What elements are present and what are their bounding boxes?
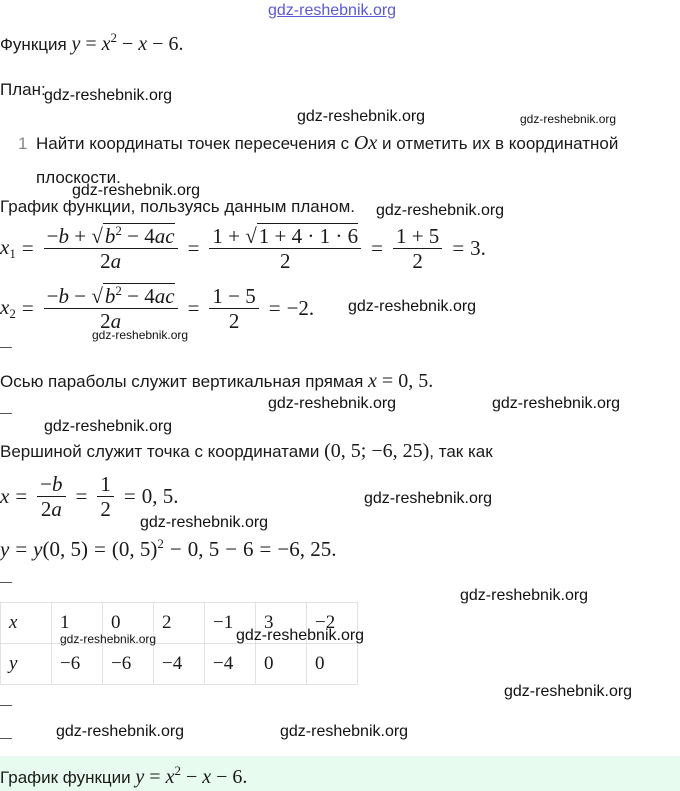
watermark: gdz-reshebnik.org	[44, 418, 173, 435]
separator-dash	[0, 582, 12, 583]
axis-line: Осью параболы служит вертикальная прямая x = 0, 5.	[0, 370, 434, 392]
formula-x2: $x_2$ = $\frac{-b - √b^2 - 4ac}{2a}$ = $\frac{1 - 5}{2}$ = −2.	[0, 283, 315, 334]
step-number: 1	[18, 134, 28, 153]
watermark: gdz-reshebnik.org	[376, 202, 505, 219]
watermark: gdz-reshebnik.org	[72, 182, 201, 199]
watermark: gdz-reshebnik.org	[56, 723, 185, 740]
watermark: gdz-reshebnik.org	[60, 632, 157, 646]
watermark: gdz-reshebnik.org	[44, 87, 173, 104]
separator-dash	[0, 347, 12, 348]
watermark: gdz-reshebnik.org	[460, 587, 589, 604]
function-formula: $y = x^2 - x - 6$.	[71, 30, 184, 55]
final-line: График функции $y = x^2 - x - 6$.	[0, 763, 248, 788]
step-var: Ox	[353, 132, 378, 154]
formula-vertex-x: x = $\frac{-b}{2a}$ = $\frac{1}{2}$ = 0, 5.	[0, 472, 179, 522]
table-row: y −6 −6 −4 −4 0 0	[1, 644, 358, 685]
watermark: gdz-reshebnik.org	[520, 112, 617, 126]
formula-vertex-y: y = y (0, 5) = (0, 5)$^2$ − 0, 5 − 6 = −6, 25.	[0, 536, 337, 561]
watermark: gdz-reshebnik.org	[492, 395, 621, 412]
separator-dash	[0, 705, 12, 706]
separator-dash	[0, 413, 12, 414]
watermark: gdz-reshebnik.org	[348, 298, 477, 315]
watermark-top[interactable]: gdz-reshebnik.org	[268, 2, 397, 19]
watermark: gdz-reshebnik.org	[268, 395, 397, 412]
watermark: gdz-reshebnik.org	[504, 683, 633, 700]
plan-label: План:	[0, 80, 46, 99]
function-line	[0, 30, 183, 56]
step-text: Найти координаты точек пересечения с Ox и отметить их в координатной	[36, 132, 619, 154]
step-text-cont: плоскости.	[36, 168, 121, 187]
table-row: x 1 0 2 −1 3 −2	[1, 603, 358, 644]
watermark: gdz-reshebnik.org	[280, 723, 409, 740]
separator-dash	[0, 738, 12, 739]
watermark: gdz-reshebnik.org	[92, 328, 189, 342]
formula-x1: $x_1$ = $\frac{-b + √b^2 - 4ac}{2a}$ = $\frac{1 + √1 + 4 \cdot 1 \cdot 6}{2}$ = $\frac{1 + 5}{2}$ = 3.	[0, 223, 486, 274]
watermark: gdz-reshebnik.org	[297, 108, 426, 125]
graph-text: График функции, пользуясь данным планом.	[0, 197, 355, 216]
watermark: gdz-reshebnik.org	[140, 514, 269, 531]
watermark: gdz-reshebnik.org	[236, 627, 365, 644]
vertex-line: Вершиной служит точка с координатами (0, 5; −6, 25), так как	[0, 440, 493, 462]
function-label: Функция	[0, 35, 67, 54]
watermark: gdz-reshebnik.org	[364, 490, 493, 507]
